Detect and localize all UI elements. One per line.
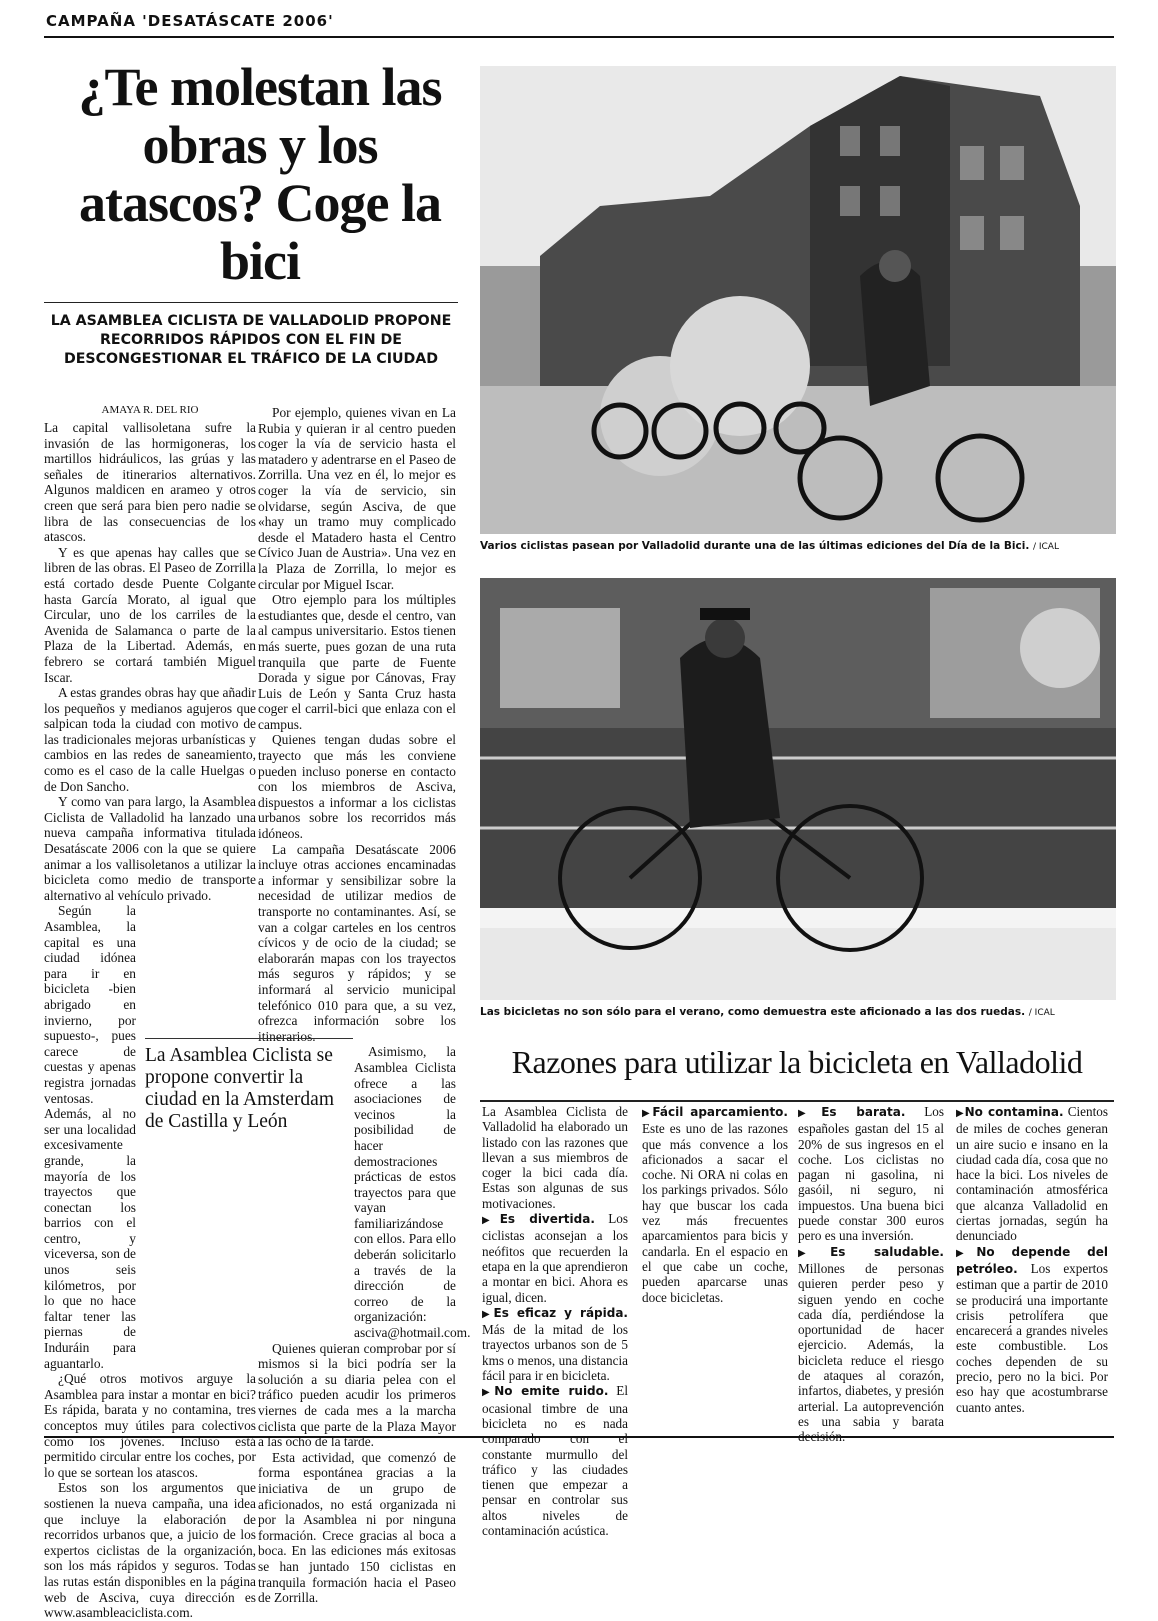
box-title: Razones para utilizar la bicicleta en Valladolid <box>511 1044 1083 1080</box>
box-column-2 <box>642 1104 788 1305</box>
photo1-credit: / ICAL <box>1032 542 1059 552</box>
reason-text: Millones de personas quieren perder peso y siguen yendo en coche cada día, perdiéndose la oportunidad de hacer ejercicio. Además, la bicicleta reduce el riesgo de ataques al corazón, infartos, diabetes, y presión arterial. La autoprevención es una sabia y barata decisión. <box>798 1260 944 1445</box>
paragraph: Estos son los argumentos que sostienen la nueva campaña, una idea que incluye la elaboración de recorridos urbanos que, a juicio de los expertos ciclistas de la organización, son los más rápidos y seguros. Todas las rutas están disponibles en la página web de Asciva, cuya dirección es www.asambleaciclista.com. <box>44 1480 256 1621</box>
paragraph: Por ejemplo, quienes vivan en La Rubia y quieran ir al centro pueden coger la vía de servicio hasta el matadero y adentrarse en el Paseo de Zorrilla. Una vez en él, lo mejor es coger la vía de servicio, sin olvidarse, según Asciva, de que «hay un tramo muy complicado desde el Matadero hasta el Centro Cívico Juan de Austria». Una vez en la Plaza de Zorrilla, lo mejor es circular por Miguel Iscar. <box>258 405 456 592</box>
reason-item <box>482 1211 628 1305</box>
paragraph: ¿Qué otros motivos arguye la Asamblea para instar a montar en bici? Es rápida, barata y no contamina, tres conceptos muy útiles para colectivos como los jóvenes. Incluso está permitido circular entre los coches, por lo que se sortean los atascos. <box>44 1371 256 1480</box>
section-divider <box>44 36 1114 38</box>
box-divider <box>480 1100 1114 1102</box>
photo-snow-image <box>480 578 1116 1000</box>
reason-item <box>642 1104 788 1305</box>
reason-head: No depende del petróleo. <box>956 1244 1108 1276</box>
photo2-caption <box>480 1006 1116 1018</box>
paragraph: La capital vallisoletana sufre la invasión de las hormigoneras, los martillos hidráulicos, las grúas y las señales de itinerarios alternativos. Algunos maldicen en arameo y otros creen que será para bien pero nadie se libra de las consecuencias de los atascos. <box>44 420 256 545</box>
triangle-bullet-icon: ▶ <box>956 1108 965 1119</box>
reason-head: Es saludable. <box>830 1244 944 1259</box>
triangle-bullet-icon: ▶ <box>482 1387 495 1399</box>
reason-item <box>482 1305 628 1383</box>
byline: AMAYA R. DEL RIO <box>101 404 199 416</box>
article-column-1 <box>44 420 256 1621</box>
photo2-caption-text: Las bicicletas no son sólo para el verano, como demuestra este aficionado a las dos ruedas. <box>480 1006 1026 1018</box>
box-intro: La Asamblea Ciclista de Valladolid ha elaborado un listado con las razones que llevan a sus miembros de coger la bici cada día. Estas son algunas de sus motivaciones. <box>482 1104 628 1211</box>
reason-head: Es barata. <box>821 1105 906 1119</box>
paragraph: Asimismo, la Asamblea Ciclista ofrece a las asociaciones de vecinos la posibilidad de hacer demostraciones prácticas de estos trayectos para que vayan familiarizándose con ellos. Para ello deberán solicitarlo a través de la dirección de correo de la organización: asciva@hotmail.com. <box>354 1044 471 1341</box>
reason-item <box>482 1383 628 1538</box>
pull-quote: La Asamblea Ciclista se propone convertir la ciudad en la Amsterdam de Castilla y León <box>145 1038 353 1133</box>
triangle-bullet-icon: ▶ <box>482 1215 500 1227</box>
box-column-4 <box>956 1104 1108 1415</box>
triangle-bullet-icon: ▶ <box>642 1108 653 1119</box>
reason-item <box>798 1104 944 1244</box>
paragraph: Esta actividad, que comenzó de forma espontánea gracias a la iniciativa de un grupo de aficionados, no está organizada ni por la Asamblea ni por ninguna formación. Crece gracias al boca a boca. En las ediciones más exitosas se han juntado 150 ciclistas en tranquila formación hacia el Paseo de Zorrilla. <box>258 1449 456 1606</box>
page-title: ¿Te molestan las obras y los atascos? Coge la bici <box>78 57 442 291</box>
reason-item <box>956 1244 1108 1415</box>
headline-divider <box>44 302 458 303</box>
reason-text: Cientos de miles de coches generan un aire sucio e insano en la ciudad cada día, cosa que no hace la bici. Los niveles de contaminación atmosférica que alcanza Valladolid en ciertas jornadas, según ha denunciado <box>956 1104 1109 1244</box>
photo2-credit: / ICAL <box>1028 1008 1055 1018</box>
paragraph: Y como van para largo, la Asamblea Ciclista de Valladolid ha lanzado una nueva campaña informativa titulada Desatáscate 2006 con la que se quiere animar a los vallisoletanos a utilizar la bicicleta como medio de transporte alternativo al vehículo privado. <box>44 794 256 903</box>
photo-cyclists-image <box>480 66 1116 534</box>
paragraph: A estas grandes obras hay que añadir los pequeños y medianos agujeros que salpican toda la ciudad con motivo de las tradicionales mejoras urbanísticas y cambios en las redes de saneamiento, como es el caso de la calle Huelgas o de Don Sancho. <box>44 685 256 794</box>
paragraph: La campaña Desatáscate 2006 incluye otras acciones encaminadas a informar y sensibilizar sobre la necesidad de utilizar medios de transporte no contaminantes. Así, se van a colgar carteles en los centros cívicos y de ocio de la ciudad; se elaborarán mapas con los trayectos más seguros y rápidos; y se informará al servicio municipal telefónico 010 para que, a su vez, ofrezca información sobre los itinerarios. <box>258 841 456 1044</box>
triangle-bullet-icon: ▶ <box>798 1108 822 1119</box>
triangle-bullet-icon: ▶ <box>798 1247 831 1259</box>
paragraph: Y es que apenas hay calles que se libren de las obras. El Paseo de Zorrilla está cortado desde Puente Colgante hasta García Morato, al igual que Circular, uno de los carriles de la Avenida de Salamanca o parte de la Plaza de la Libertad. Además, en febrero se cortará también Miguel Iscar. <box>44 544 256 685</box>
bottom-divider <box>44 1436 1114 1438</box>
photo-cyclist-snow <box>480 578 1116 1000</box>
photo1-caption <box>480 540 1116 552</box>
reason-head: Es eficaz y rápida. <box>493 1305 628 1320</box>
reason-item <box>798 1244 944 1445</box>
reason-text: Los españoles gastan del 15 al 20% de sus ingresos en el coche. Los ciclistas no pagan ni gasolina, ni gasóil, ni seguro, ni impuestos. Una buena bici puede constar 300 euros pero es una inversión. <box>798 1104 944 1244</box>
reason-head: No emite ruido. <box>494 1384 609 1399</box>
reason-head: No contamina. <box>964 1105 1064 1119</box>
article-column-2 <box>258 405 471 1606</box>
paragraph: Según la Asamblea, la capital es una ciudad idónea para ir en bicicleta -bien abrigado en invierno, por supuesto-, pues carece de cuestas y apenas registra jornadas ventosas. Además, al no ser una localidad excesivamente grande, la mayoría de los trayectos que conectan los barrios con el centro, y viceversa, son de unos seis kilómetros, por lo que no hace faltar tener las piernas de Induráin para aguantarlo. <box>44 903 136 1371</box>
reason-text: El ocasional timbre de una bicicleta no es nada comparado con el constante murmullo del tráfico y las ciudades tienen que empezar a pensar en controlar sus altos niveles de contaminación acústica. <box>482 1383 628 1539</box>
reason-text: Este es uno de las razones que más convence a los aficionados a sacar el coche. Ni ORA ni colas en los parkings privados. Sólo hay que buscar los cada vez más frecuentes aparcamientos para bicis y candarla. En el espacio en el que cabe un coche, pueden aparcarse unas doce bicicletas. <box>642 1121 788 1305</box>
photo-cyclists-street <box>480 66 1116 534</box>
reason-head: Es divertida. <box>499 1212 595 1227</box>
photo1-caption-text: Varios ciclistas pasean por Valladolid durante una de las últimas ediciones del Día de la Bici. <box>480 540 1030 552</box>
reason-head: Fácil aparcamiento. <box>652 1105 788 1119</box>
paragraph: Otro ejemplo para los múltiples estudiantes que, desde el centro, van al campus universitario. Estos tienen más suerte, pues gozan de una ruta tranquila que parte de Fuente Dorada y sigue por Cánovas, Fray Luis de León y Santa Cruz hasta coger el carril-bici que enlaza con el campus. <box>258 592 456 732</box>
reason-text: Los ciclistas aconsejan a los neófitos que recuerden la etapa en la que aprendieron a montar en bici. Ahora es igual, dicen. <box>482 1211 628 1305</box>
paragraph: Quienes tengan dudas sobre el trayecto que más les conviene pueden incluso ponerse en contacto con los miembros de Asciva, dispuestos a informar a los ciclistas urbanos sobre los recorridos más idóneos. <box>258 732 456 842</box>
section-label: CAMPAÑA 'DESATÁSCATE 2006' <box>46 12 334 30</box>
reason-text: Más de la mitad de los trayectos urbanos son de 5 kms o menos, una distancia fácil para ir en bicicleta. <box>482 1322 628 1384</box>
triangle-bullet-icon: ▶ <box>482 1308 494 1320</box>
triangle-bullet-icon: ▶ <box>956 1247 977 1259</box>
subheadline: LA ASAMBLEA CICLISTA DE VALLADOLID PROPONE RECORRIDOS RÁPIDOS CON EL FIN DE DESCONGESTIONAR EL TRÁFICO DE LA CIUDAD <box>50 313 452 367</box>
reason-item <box>956 1104 1108 1244</box>
reason-text: Los expertos estiman que a partir de 2010 se producirá una importante crisis petrolífera que encarecerá a grandes niveles este combustible. Los coches dependen de su precio, pero no la bici. Por eso hay que acostumbrarse cuanto antes. <box>956 1260 1108 1415</box>
box-column-1 <box>482 1104 628 1538</box>
paragraph: Quienes quieran comprobar por sí mismos si la bici podría ser la solución a su diaria pelea con el tráfico pueden acudir los primeros viernes de cada mes a la marcha ciclista que parte de la Plaza Mayor a las ocho de la tarde. <box>258 1340 456 1450</box>
box-column-3 <box>798 1104 944 1445</box>
